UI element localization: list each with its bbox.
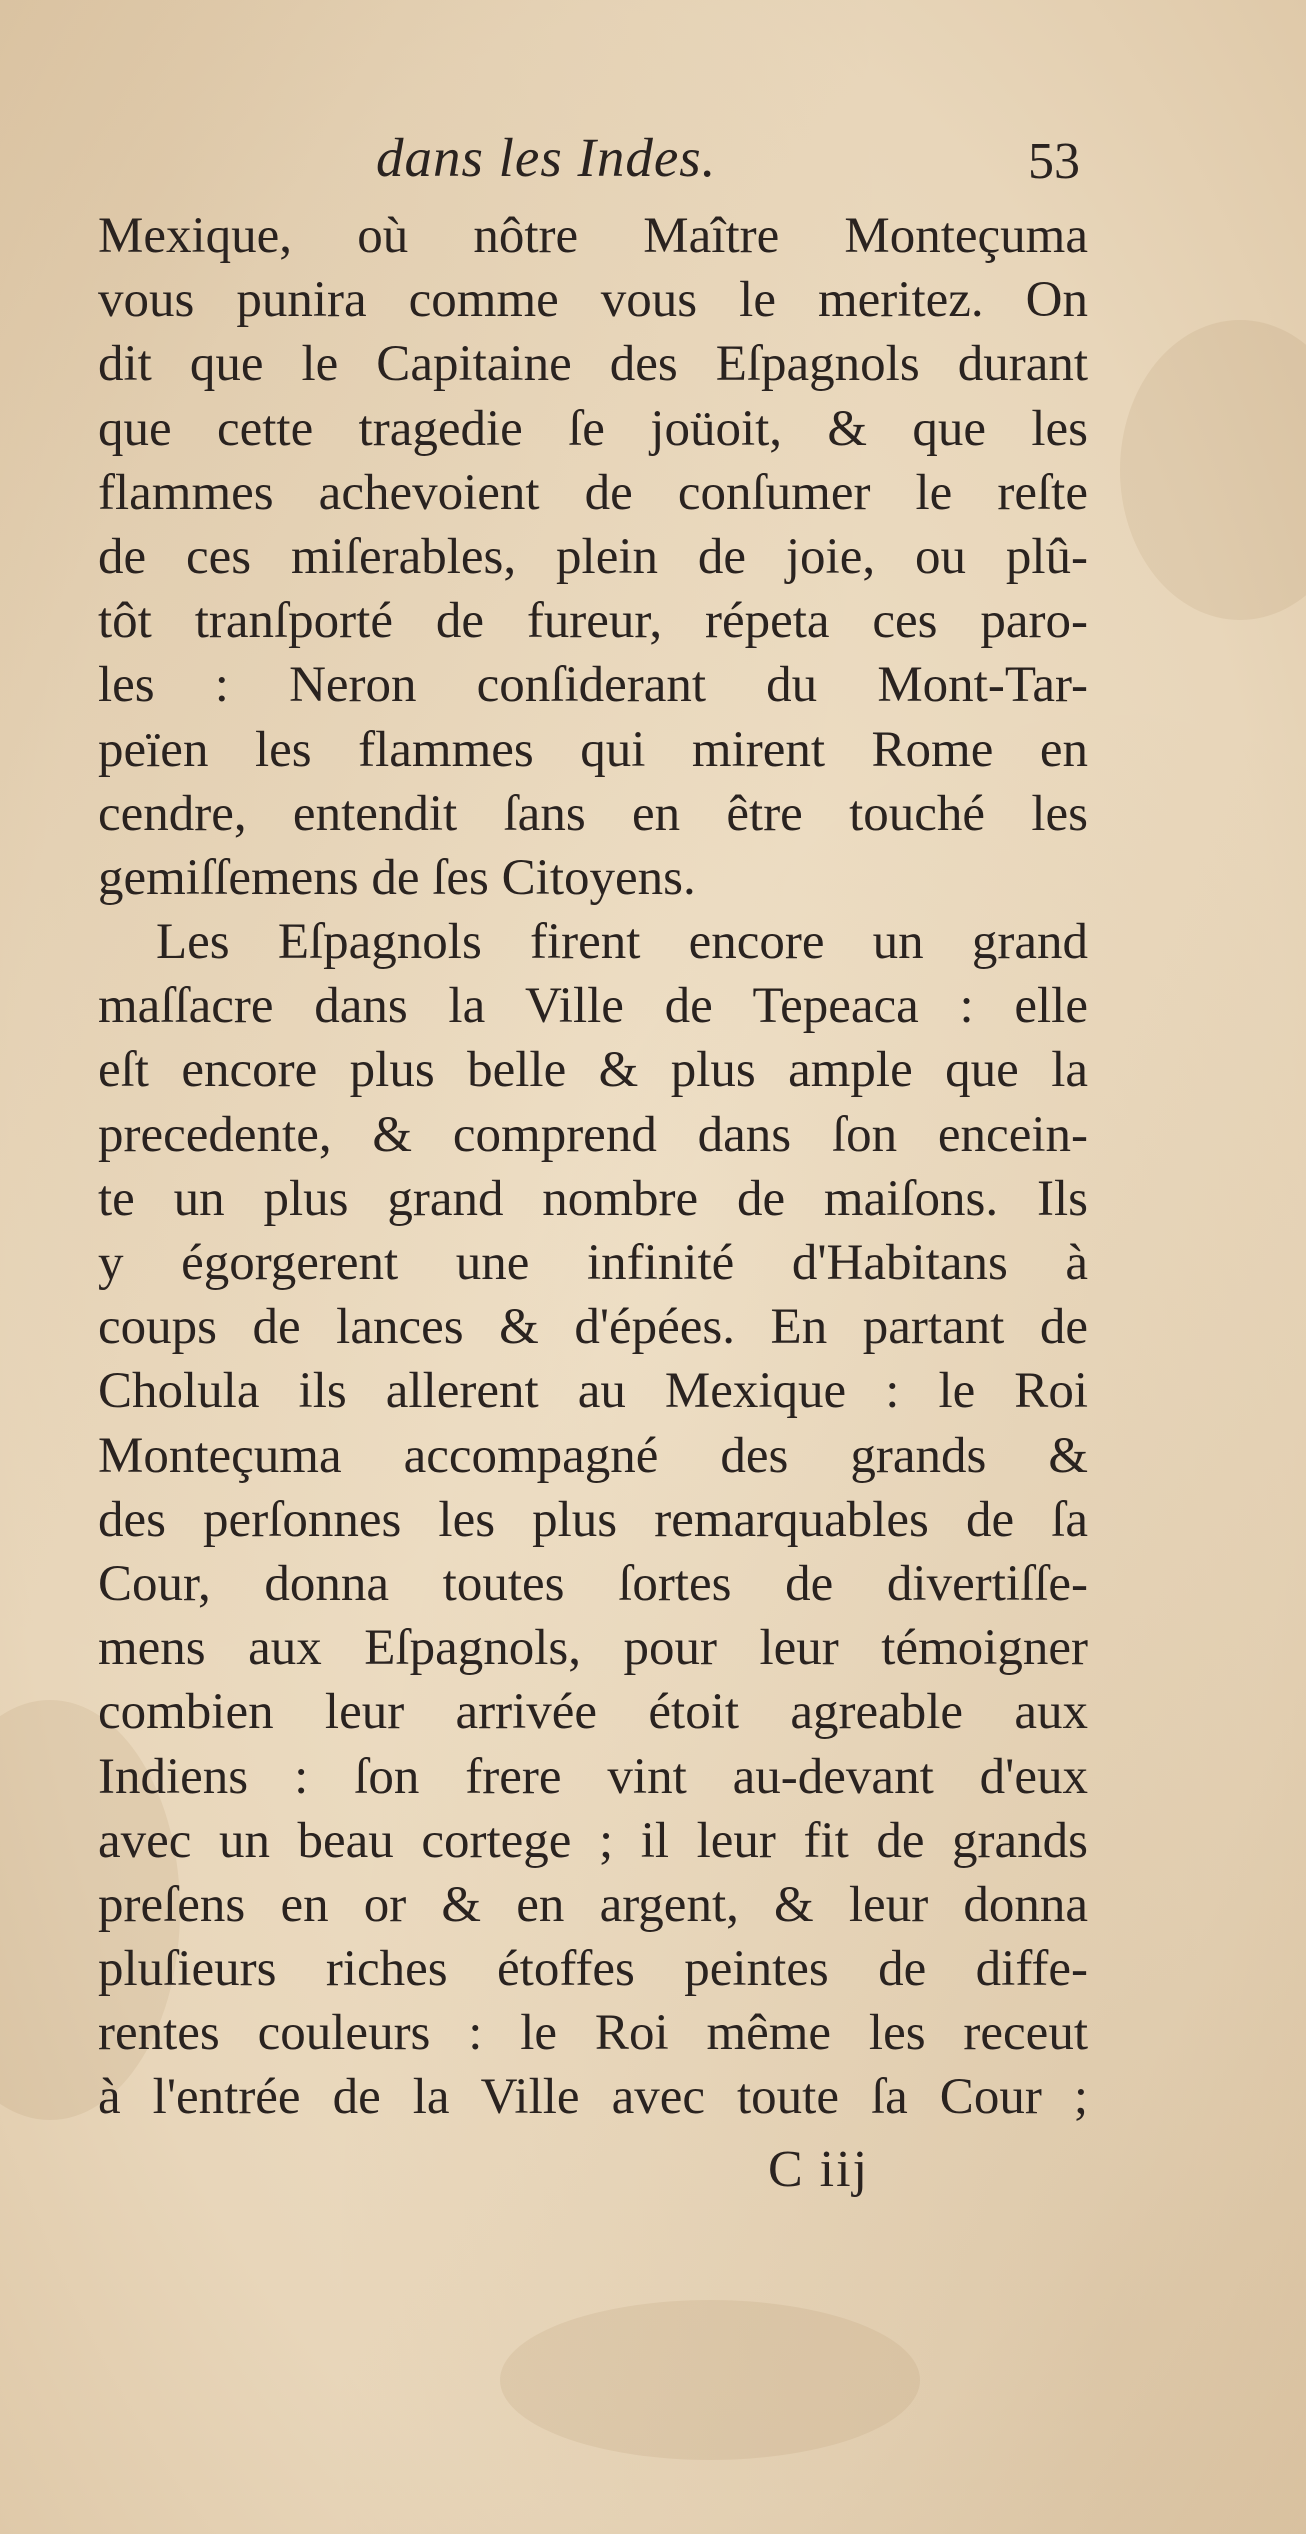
text-line: Indiens : ſon frere vint au-devant d'eux	[98, 1748, 1088, 1805]
text-line: Monteçuma accompagné des grands &	[98, 1427, 1088, 1484]
text-line: te un plus grand nombre de maiſons. Ils	[98, 1170, 1088, 1227]
text-line: peïen les flammes qui mirent Rome en	[98, 721, 1088, 778]
text-line: pluſieurs riches étoffes peintes de diffe-	[98, 1941, 1088, 1998]
running-title: dans les Indes.	[376, 127, 717, 188]
text-line: les : Neron conſiderant du Mont-Tar-	[98, 657, 1088, 714]
text-line: y égorgerent une infinité d'Habitans à	[98, 1235, 1088, 1291]
page-number: 53	[1028, 133, 1080, 190]
text-line: vous punira comme vous le meritez. On	[98, 272, 1088, 329]
text-line: coups de lances & d'épées. En partant de	[98, 1299, 1088, 1356]
paper-stain	[1120, 320, 1306, 620]
text-line: mens aux Eſpagnols, pour leur témoigner	[98, 1620, 1088, 1677]
text-line: gemiſſemens de ſes Citoyens.	[98, 849, 696, 906]
paper-stain	[500, 2300, 920, 2460]
text-line: Cour, donna toutes ſortes de divertiſſe-	[98, 1555, 1088, 1612]
text-line: avec un beau cortege ; il leur fit de grands	[98, 1812, 1088, 1869]
text-line: flammes achevoient de conſumer le reſte	[98, 464, 1088, 521]
text-line: dit que le Capitaine des Eſpagnols durant	[98, 336, 1088, 393]
text-line: Mexique, où nôtre Maître Monteçuma	[98, 208, 1088, 264]
text-line: Cholula ils allerent au Mexique : le Roi	[98, 1363, 1088, 1420]
text-line: cendre, entendit ſans en être touché les	[98, 785, 1088, 842]
text-line: tôt tranſporté de fureur, répeta ces paro-	[98, 593, 1088, 650]
text-line: de ces miſerables, plein de joie, ou plû-	[98, 528, 1088, 585]
text-line: preſens en or & en argent, & leur donna	[98, 1876, 1088, 1933]
text-line: combien leur arrivée étoit agreable aux	[98, 1684, 1088, 1741]
body-text	[98, 204, 1088, 2130]
signature-mark: C iij	[768, 2141, 870, 2198]
text-line: Les Eſpagnols firent encore un grand	[156, 914, 1088, 971]
text-line: maſſacre dans la Ville de Tepeaca : elle	[98, 978, 1088, 1035]
text-line: eſt encore plus belle & plus ample que la	[98, 1042, 1088, 1099]
text-line: à l'entrée de la Ville avec toute ſa Cour ;	[98, 2069, 1088, 2126]
running-head	[98, 118, 1088, 198]
text-line: precedente, & comprend dans ſon encein-	[98, 1106, 1088, 1163]
text-line: que cette tragedie ſe joüoit, & que les	[98, 400, 1088, 457]
text-line: des perſonnes les plus remarquables de ſa	[98, 1491, 1088, 1548]
text-line: rentes couleurs : le Roi même les receut	[98, 2005, 1088, 2062]
